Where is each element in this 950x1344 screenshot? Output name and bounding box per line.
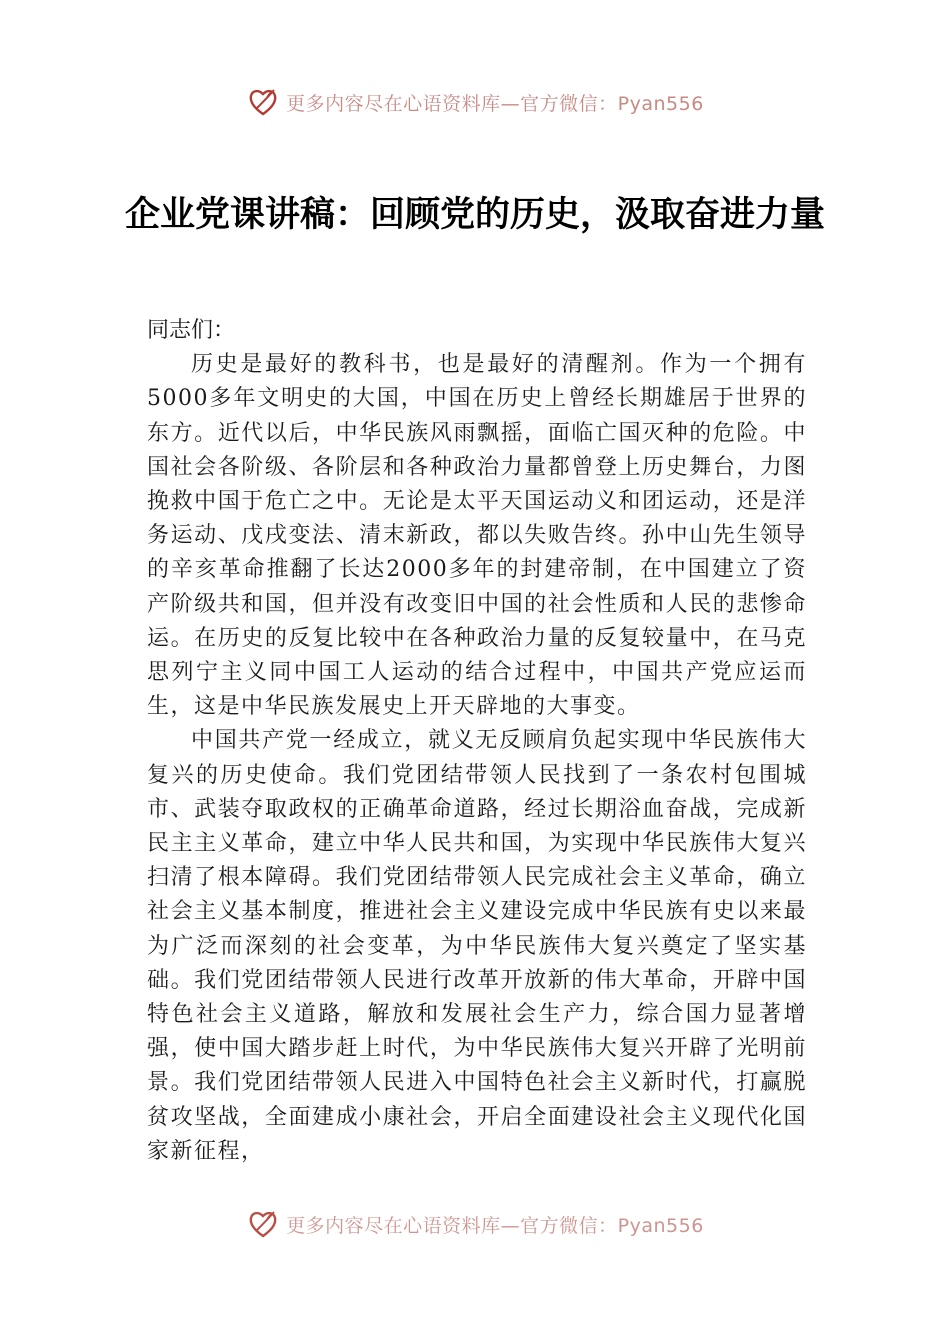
greeting: 同志们： bbox=[147, 318, 236, 343]
watermark-text: 更多内容尽在心语资料库—官方微信：Pyan556 bbox=[286, 92, 704, 115]
watermark-text: 更多内容尽在心语资料库—官方微信：Pyan556 bbox=[286, 1214, 704, 1237]
watermark-header bbox=[0, 82, 950, 122]
document-body bbox=[147, 314, 807, 1169]
document-title: 企业党课讲稿：回顾党的历史，汲取奋进力量 bbox=[124, 195, 825, 235]
heart-feather-logo-icon bbox=[246, 1207, 280, 1241]
watermark-footer bbox=[0, 1204, 950, 1244]
paragraph-2: 中国共产党一经成立，就义无反顾肩负起实现中华民族伟大复兴的历史使命。我们党团结带领人民找到了一条农村包围城市、武装夺取政权的正确革命道路，经过长期浴血奋战，完成新民主主义革命，建立中华人民共和国，为实现中华民族伟大复兴扫清了根本障碍。我们党团结带领人民完成社会主义革命，确立社会主义基本制度，推进社会主义建设完成中华民族有史以来最为广泛而深刻的社会变革，为中华民族伟大复兴奠定了坚实基础。我们党团结带领人民进行改革开放新的伟大革命，开辟中国特色社会主义道路，解放和发展社会生产力，综合国力显著增强，使中国大踏步赶上时代，为中华民族伟大复兴开辟了光明前景。我们党团结带领人民进入中国特色社会主义新时代，打赢脱贫攻坚战，全面建成小康社会，开启全面建设社会主义现代化国家新征程， bbox=[147, 728, 807, 1164]
heart-feather-logo-icon bbox=[246, 85, 280, 119]
paragraph-1: 历史是最好的教科书，也是最好的清醒剂。作为一个拥有5000多年文明史的大国，中国在历史上曾经长期雄居于世界的东方。近代以后，中华民族风雨飘摇，面临亡国灭种的危险。中国社会各阶级、各阶层和各种政治力量都曾登上历史舞台，力图挽救中国于危亡之中。无论是太平天国运动义和团运动，还是洋务运动、戊戌变法、清末新政，都以失败告终。孙中山先生领导的辛亥革命推翻了长达2000多年的封建帝制，在中国建立了资产阶级共和国，但并没有改变旧中国的社会性质和人民的悲惨命运。在历史的反复比较中在各种政治力量的反复较量中，在马克思列宁主义同中国工人运动的结合过程中，中国共产党应运而生，这是中华民族发展史上开天辟地的大事变。 bbox=[147, 352, 807, 720]
